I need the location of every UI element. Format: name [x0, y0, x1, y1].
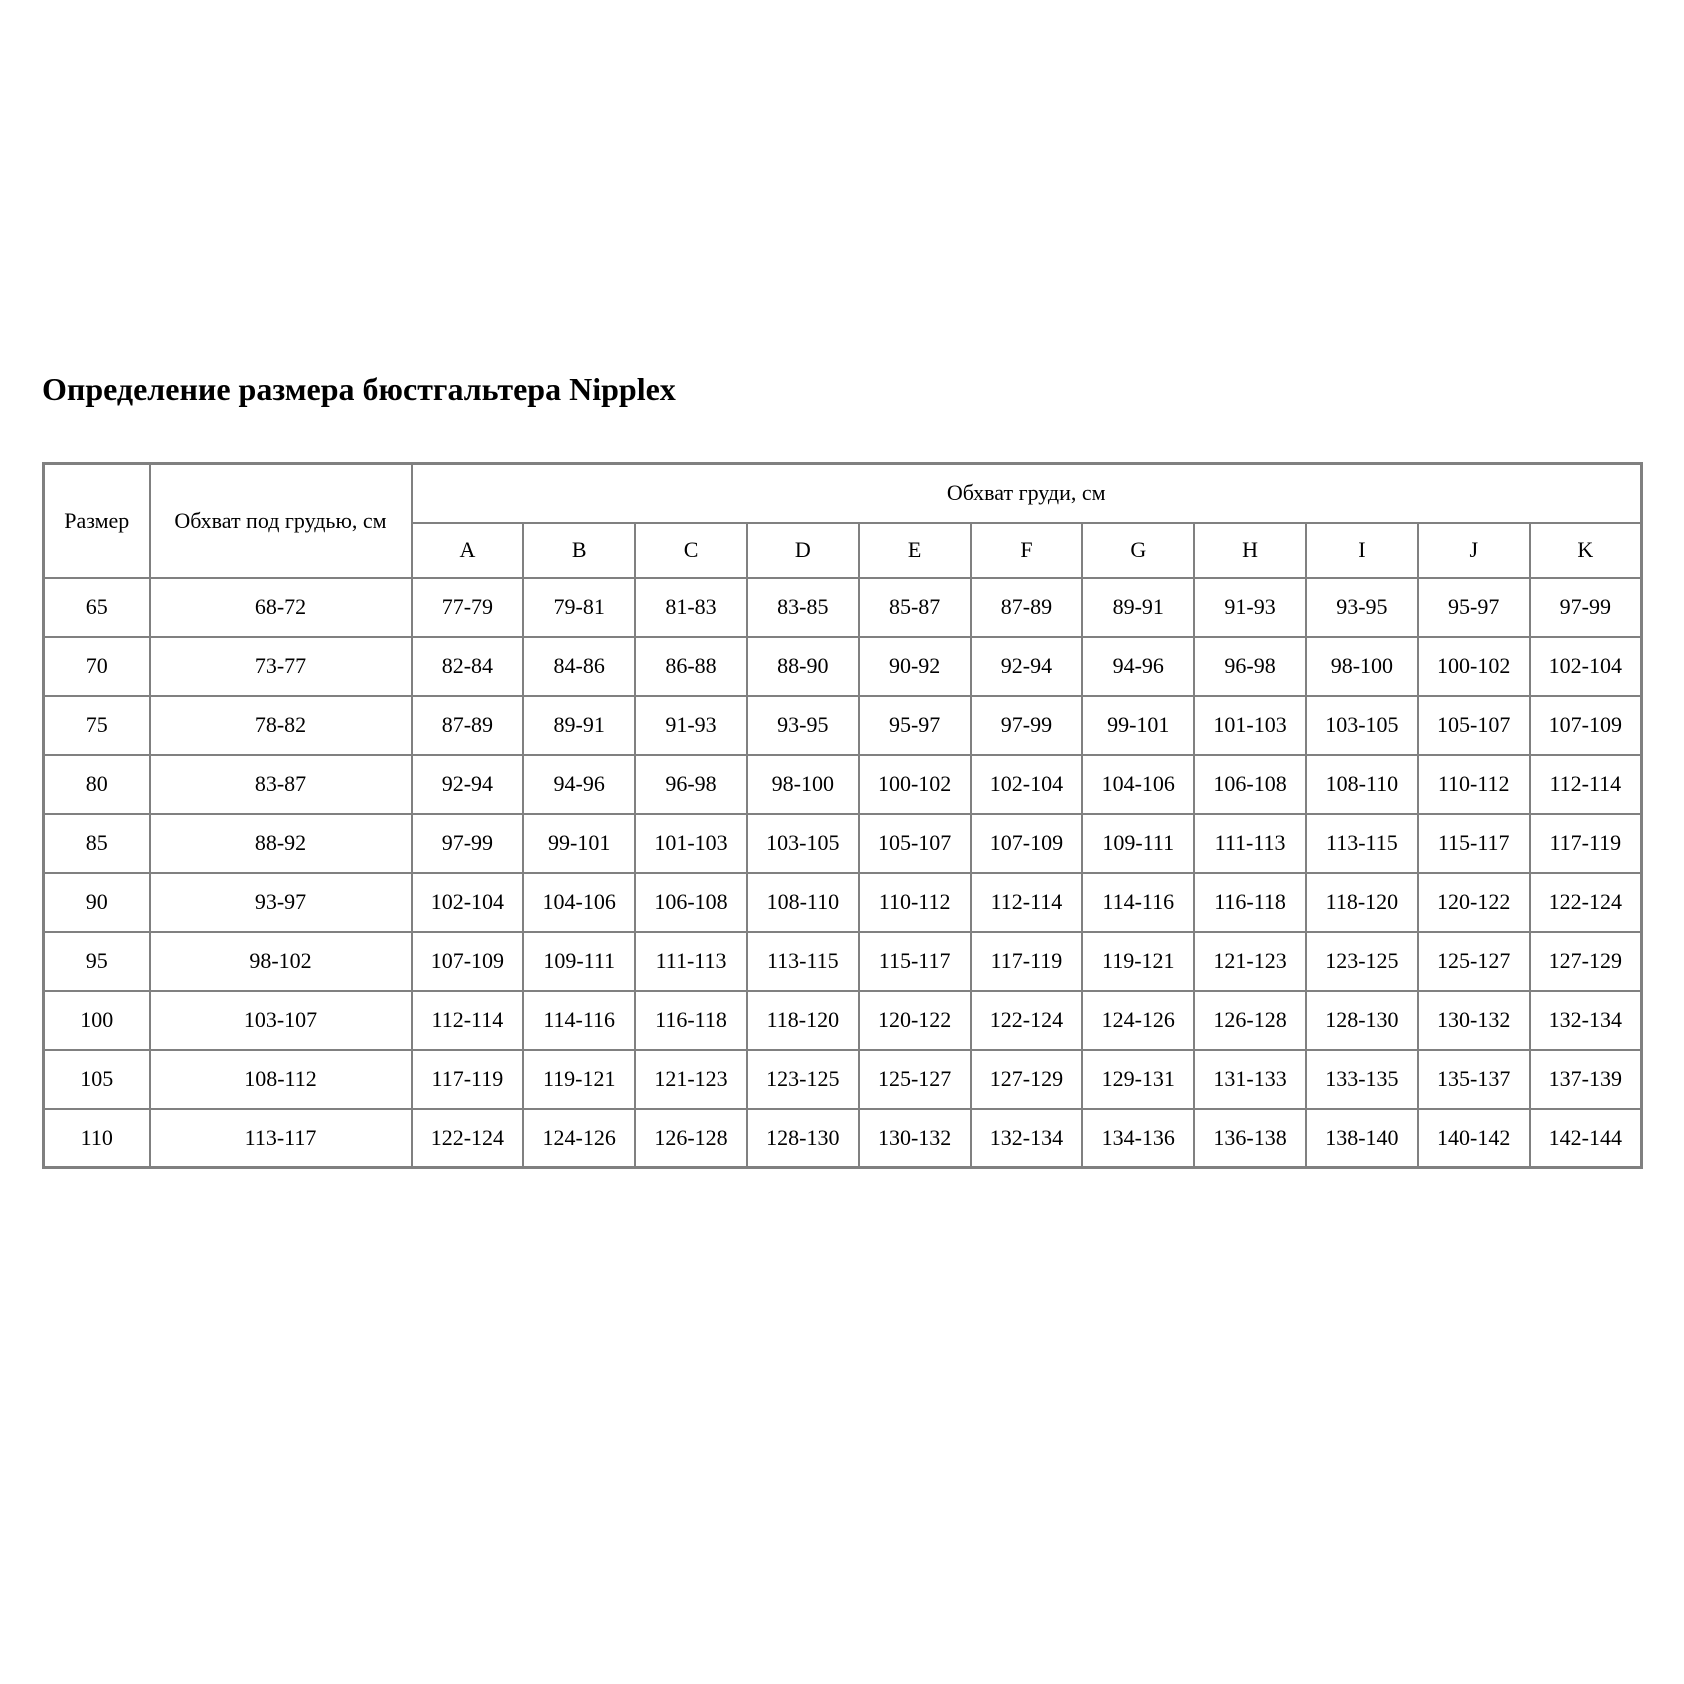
cup-cell: 116-118 [635, 991, 747, 1050]
cup-cell: 119-121 [523, 1050, 635, 1109]
cup-cell: 122-124 [412, 1109, 524, 1168]
cup-cell: 103-105 [1306, 696, 1418, 755]
cup-cell: 77-79 [412, 578, 524, 637]
cup-cell: 92-94 [971, 637, 1083, 696]
cup-cell: 104-106 [1082, 755, 1194, 814]
cup-column-header: C [635, 523, 747, 578]
cup-cell: 132-134 [1530, 991, 1642, 1050]
cup-cell: 109-111 [523, 932, 635, 991]
cup-cell: 125-127 [859, 1050, 971, 1109]
cup-cell: 119-121 [1082, 932, 1194, 991]
cup-cell: 135-137 [1418, 1050, 1530, 1109]
cup-cell: 137-139 [1530, 1050, 1642, 1109]
cup-cell: 85-87 [859, 578, 971, 637]
table-row [44, 755, 1642, 814]
cup-cell: 118-120 [747, 991, 859, 1050]
cup-cell: 88-90 [747, 637, 859, 696]
cup-cell: 116-118 [1194, 873, 1306, 932]
cup-cell: 120-122 [859, 991, 971, 1050]
cup-cell: 97-99 [971, 696, 1083, 755]
cup-cell: 130-132 [1418, 991, 1530, 1050]
cup-cell: 101-103 [635, 814, 747, 873]
page-title: Определение размера бюстгальтера Nipplex [42, 371, 676, 407]
cup-cell: 124-126 [1082, 991, 1194, 1050]
cup-column-header: A [412, 523, 524, 578]
cup-cell: 103-105 [747, 814, 859, 873]
cup-cell: 101-103 [1194, 696, 1306, 755]
cup-cell: 132-134 [971, 1109, 1083, 1168]
cup-cell: 94-96 [1082, 637, 1194, 696]
cup-cell: 107-109 [1530, 696, 1642, 755]
cup-cell: 99-101 [1082, 696, 1194, 755]
cup-cell: 89-91 [1082, 578, 1194, 637]
cup-cell: 104-106 [523, 873, 635, 932]
cup-cell: 94-96 [523, 755, 635, 814]
table-row [44, 1109, 1642, 1168]
underbust-cell: 88-92 [150, 814, 412, 873]
size-cell: 80 [44, 755, 150, 814]
cup-cell: 136-138 [1194, 1109, 1306, 1168]
cup-cell: 113-115 [1306, 814, 1418, 873]
cup-cell: 127-129 [971, 1050, 1083, 1109]
table-row [44, 1050, 1642, 1109]
underbust-cell: 98-102 [150, 932, 412, 991]
cup-cell: 91-93 [635, 696, 747, 755]
cup-cell: 128-130 [747, 1109, 859, 1168]
cup-cell: 117-119 [1530, 814, 1642, 873]
cup-cell: 98-100 [1306, 637, 1418, 696]
cup-cell: 142-144 [1530, 1109, 1642, 1168]
cup-column-header: F [971, 523, 1083, 578]
cup-cell: 126-128 [1194, 991, 1306, 1050]
cup-cell: 110-112 [859, 873, 971, 932]
size-cell: 105 [44, 1050, 150, 1109]
cup-cell: 96-98 [1194, 637, 1306, 696]
cup-cell: 130-132 [859, 1109, 971, 1168]
cup-cell: 134-136 [1082, 1109, 1194, 1168]
cup-cell: 92-94 [412, 755, 524, 814]
cup-cell: 133-135 [1306, 1050, 1418, 1109]
bust-group-header: Обхват груди, см [412, 464, 1642, 523]
cup-cell: 87-89 [971, 578, 1083, 637]
size-cell: 110 [44, 1109, 150, 1168]
cup-cell: 109-111 [1082, 814, 1194, 873]
cup-column-header: H [1194, 523, 1306, 578]
cup-cell: 120-122 [1418, 873, 1530, 932]
cup-cell: 125-127 [1418, 932, 1530, 991]
cup-cell: 105-107 [1418, 696, 1530, 755]
cup-cell: 90-92 [859, 637, 971, 696]
size-cell: 85 [44, 814, 150, 873]
cup-column-header: G [1082, 523, 1194, 578]
cup-cell: 106-108 [1194, 755, 1306, 814]
cup-cell: 115-117 [859, 932, 971, 991]
cup-cell: 108-110 [747, 873, 859, 932]
cup-cell: 123-125 [1306, 932, 1418, 991]
table-row [44, 696, 1642, 755]
cup-cell: 115-117 [1418, 814, 1530, 873]
underbust-column-header: Обхват под грудью, см [150, 464, 412, 578]
cup-cell: 114-116 [523, 991, 635, 1050]
table-row [44, 932, 1642, 991]
cup-cell: 89-91 [523, 696, 635, 755]
cup-cell: 112-114 [1530, 755, 1642, 814]
cup-cell: 81-83 [635, 578, 747, 637]
underbust-cell: 108-112 [150, 1050, 412, 1109]
underbust-cell: 113-117 [150, 1109, 412, 1168]
cup-cell: 108-110 [1306, 755, 1418, 814]
cup-cell: 111-113 [1194, 814, 1306, 873]
cup-cell: 123-125 [747, 1050, 859, 1109]
cup-cell: 82-84 [412, 637, 524, 696]
cup-column-header: I [1306, 523, 1418, 578]
cup-cell: 79-81 [523, 578, 635, 637]
table-row [44, 578, 1642, 637]
bra-size-chart-table [42, 462, 1643, 1169]
cup-cell: 95-97 [859, 696, 971, 755]
underbust-cell: 73-77 [150, 637, 412, 696]
table-row [44, 637, 1642, 696]
cup-cell: 102-104 [1530, 637, 1642, 696]
cup-cell: 117-119 [412, 1050, 524, 1109]
cup-cell: 121-123 [635, 1050, 747, 1109]
table-row [44, 991, 1642, 1050]
cup-cell: 95-97 [1418, 578, 1530, 637]
cup-cell: 91-93 [1194, 578, 1306, 637]
cup-cell: 118-120 [1306, 873, 1418, 932]
header-row-top [44, 464, 1642, 523]
size-column-header: Размер [44, 464, 150, 578]
cup-cell: 110-112 [1418, 755, 1530, 814]
cup-cell: 131-133 [1194, 1050, 1306, 1109]
cup-cell: 114-116 [1082, 873, 1194, 932]
underbust-cell: 93-97 [150, 873, 412, 932]
cup-cell: 113-115 [747, 932, 859, 991]
cup-cell: 84-86 [523, 637, 635, 696]
cup-cell: 126-128 [635, 1109, 747, 1168]
size-cell: 65 [44, 578, 150, 637]
cup-cell: 112-114 [412, 991, 524, 1050]
cup-cell: 107-109 [971, 814, 1083, 873]
underbust-cell: 103-107 [150, 991, 412, 1050]
cup-cell: 138-140 [1306, 1109, 1418, 1168]
cup-cell: 106-108 [635, 873, 747, 932]
cup-cell: 102-104 [412, 873, 524, 932]
cup-cell: 127-129 [1530, 932, 1642, 991]
cup-cell: 140-142 [1418, 1109, 1530, 1168]
table-row [44, 814, 1642, 873]
table-row [44, 873, 1642, 932]
cup-cell: 100-102 [1418, 637, 1530, 696]
table-body [44, 578, 1642, 1168]
cup-cell: 102-104 [971, 755, 1083, 814]
underbust-cell: 83-87 [150, 755, 412, 814]
cup-cell: 112-114 [971, 873, 1083, 932]
size-cell: 90 [44, 873, 150, 932]
cup-column-header: K [1530, 523, 1642, 578]
cup-cell: 122-124 [1530, 873, 1642, 932]
cup-cell: 99-101 [523, 814, 635, 873]
cup-cell: 93-95 [1306, 578, 1418, 637]
cup-cell: 97-99 [412, 814, 524, 873]
cup-cell: 86-88 [635, 637, 747, 696]
table-header [44, 464, 1642, 578]
cup-cell: 87-89 [412, 696, 524, 755]
cup-cell: 93-95 [747, 696, 859, 755]
cup-cell: 128-130 [1306, 991, 1418, 1050]
size-cell: 75 [44, 696, 150, 755]
cup-cell: 124-126 [523, 1109, 635, 1168]
cup-cell: 121-123 [1194, 932, 1306, 991]
cup-cell: 129-131 [1082, 1050, 1194, 1109]
cup-cell: 97-99 [1530, 578, 1642, 637]
cup-column-header: B [523, 523, 635, 578]
cup-column-header: D [747, 523, 859, 578]
cup-cell: 122-124 [971, 991, 1083, 1050]
cup-cell: 96-98 [635, 755, 747, 814]
underbust-cell: 68-72 [150, 578, 412, 637]
cup-column-header: E [859, 523, 971, 578]
size-cell: 95 [44, 932, 150, 991]
cup-cell: 107-109 [412, 932, 524, 991]
cup-cell: 117-119 [971, 932, 1083, 991]
size-cell: 70 [44, 637, 150, 696]
cup-cell: 98-100 [747, 755, 859, 814]
cup-column-header: J [1418, 523, 1530, 578]
size-cell: 100 [44, 991, 150, 1050]
cup-cell: 111-113 [635, 932, 747, 991]
cup-cell: 105-107 [859, 814, 971, 873]
cup-cell: 100-102 [859, 755, 971, 814]
underbust-cell: 78-82 [150, 696, 412, 755]
cup-cell: 83-85 [747, 578, 859, 637]
